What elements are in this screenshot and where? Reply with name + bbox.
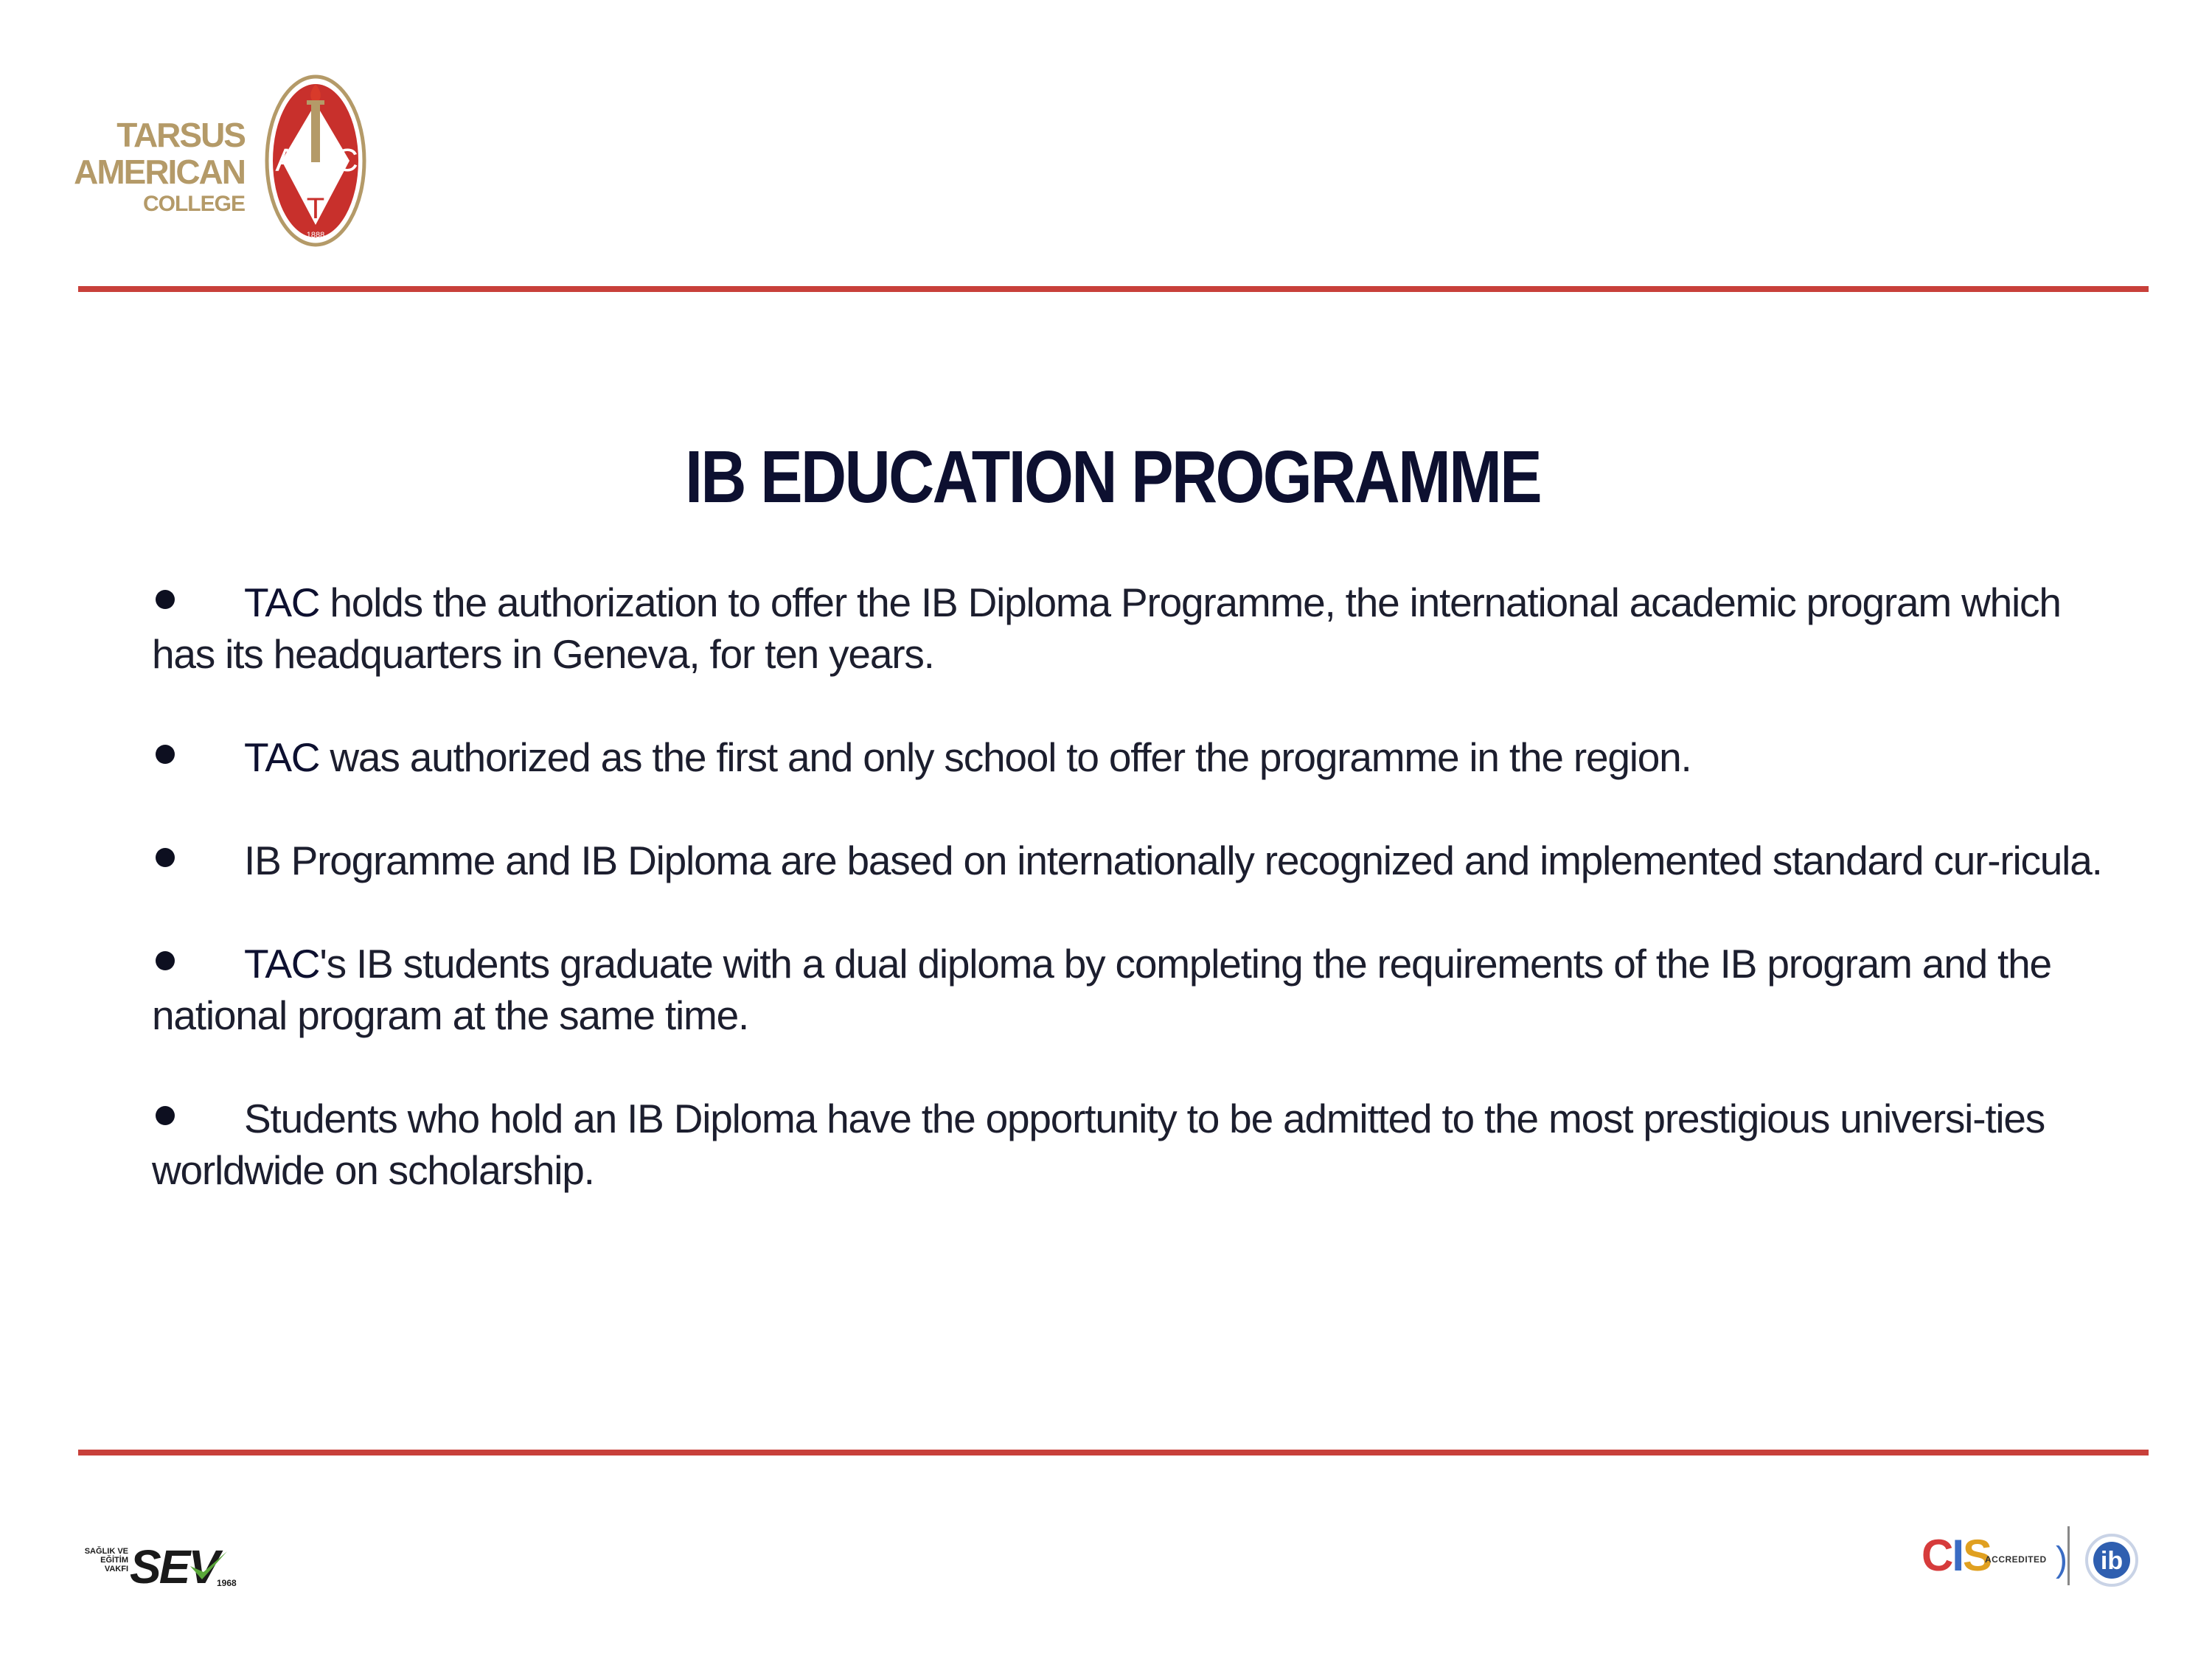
logo-wordmark bbox=[74, 118, 245, 215]
bullet-text: Students who hold an IB Diploma have the opportunity to be admitted to the most prestigious universi-ties worldwide on scholarship. bbox=[152, 1096, 2045, 1193]
logo-line-tarsus: TARSUS bbox=[116, 116, 245, 154]
seal-year: 1888 bbox=[306, 231, 325, 240]
logo-line-american: AMERICAN bbox=[74, 153, 245, 191]
sev-tagline-line1: SAĞLIK VE bbox=[84, 1547, 128, 1556]
cis-paren: ) bbox=[2056, 1540, 2067, 1579]
footer-divider bbox=[78, 1450, 2149, 1455]
cis-letter-i: I bbox=[1952, 1531, 1964, 1580]
page-title: IB EDUCATION PROGRAMME bbox=[685, 436, 1541, 518]
act-seal-icon bbox=[264, 74, 367, 248]
bullet-item-authorization bbox=[152, 577, 2128, 680]
bullet-lead: TAC bbox=[244, 580, 320, 625]
bullet-text: 's IB students graduate with a dual diploma by completing the requirements of the IB program and the national program at the same time. bbox=[152, 941, 2051, 1038]
header-divider bbox=[78, 286, 2149, 292]
bullet-text: was authorized as the first and only school to offer the programme in the region. bbox=[319, 734, 1691, 780]
sev-tagline bbox=[77, 1547, 128, 1573]
ib-world-school-icon bbox=[2084, 1532, 2140, 1588]
seal-letter-t: T bbox=[306, 192, 325, 225]
bullet-text: holds the authorization to offer the IB Diploma Programme, the international academic program which has its headquarters in Geneva, for ten years. bbox=[152, 580, 2061, 677]
sev-tagline-line2: EĞİTİM bbox=[100, 1556, 128, 1565]
ib-label: ib bbox=[2100, 1547, 2124, 1575]
sev-foundation-logo bbox=[77, 1540, 237, 1593]
logo-line-college: COLLEGE bbox=[142, 192, 245, 216]
cis-letter-s: S bbox=[1963, 1531, 1992, 1580]
bullet-lead: TAC bbox=[244, 734, 320, 780]
accreditation-logos bbox=[1921, 1526, 2143, 1593]
bullet-item-curricula bbox=[152, 835, 2128, 886]
bullet-item-scholarship bbox=[152, 1093, 2128, 1196]
tarsus-american-college-logo bbox=[74, 74, 383, 251]
bullet-item-first-school bbox=[152, 731, 2128, 783]
bullet-list bbox=[152, 577, 2128, 1248]
cis-wordmark bbox=[1921, 1531, 1992, 1580]
seal-letter-a: A bbox=[275, 142, 297, 178]
sev-wordmark: SEV bbox=[130, 1540, 218, 1593]
seal-letter-c: C bbox=[335, 142, 358, 178]
sev-tagline-line3: VAKFI bbox=[104, 1565, 128, 1573]
cis-accredited-label: ACCREDITED bbox=[1985, 1554, 2047, 1565]
bullet-text: IB Programme and IB Diploma are based on internationally recognized and implemented standard cur-ricula. bbox=[244, 838, 2102, 883]
bullet-item-dual-diploma bbox=[152, 938, 2128, 1041]
logo-divider bbox=[2067, 1526, 2070, 1585]
bullet-lead: TAC bbox=[244, 941, 320, 987]
cis-letter-c: C bbox=[1921, 1531, 1952, 1580]
sev-year: 1968 bbox=[217, 1578, 237, 1588]
